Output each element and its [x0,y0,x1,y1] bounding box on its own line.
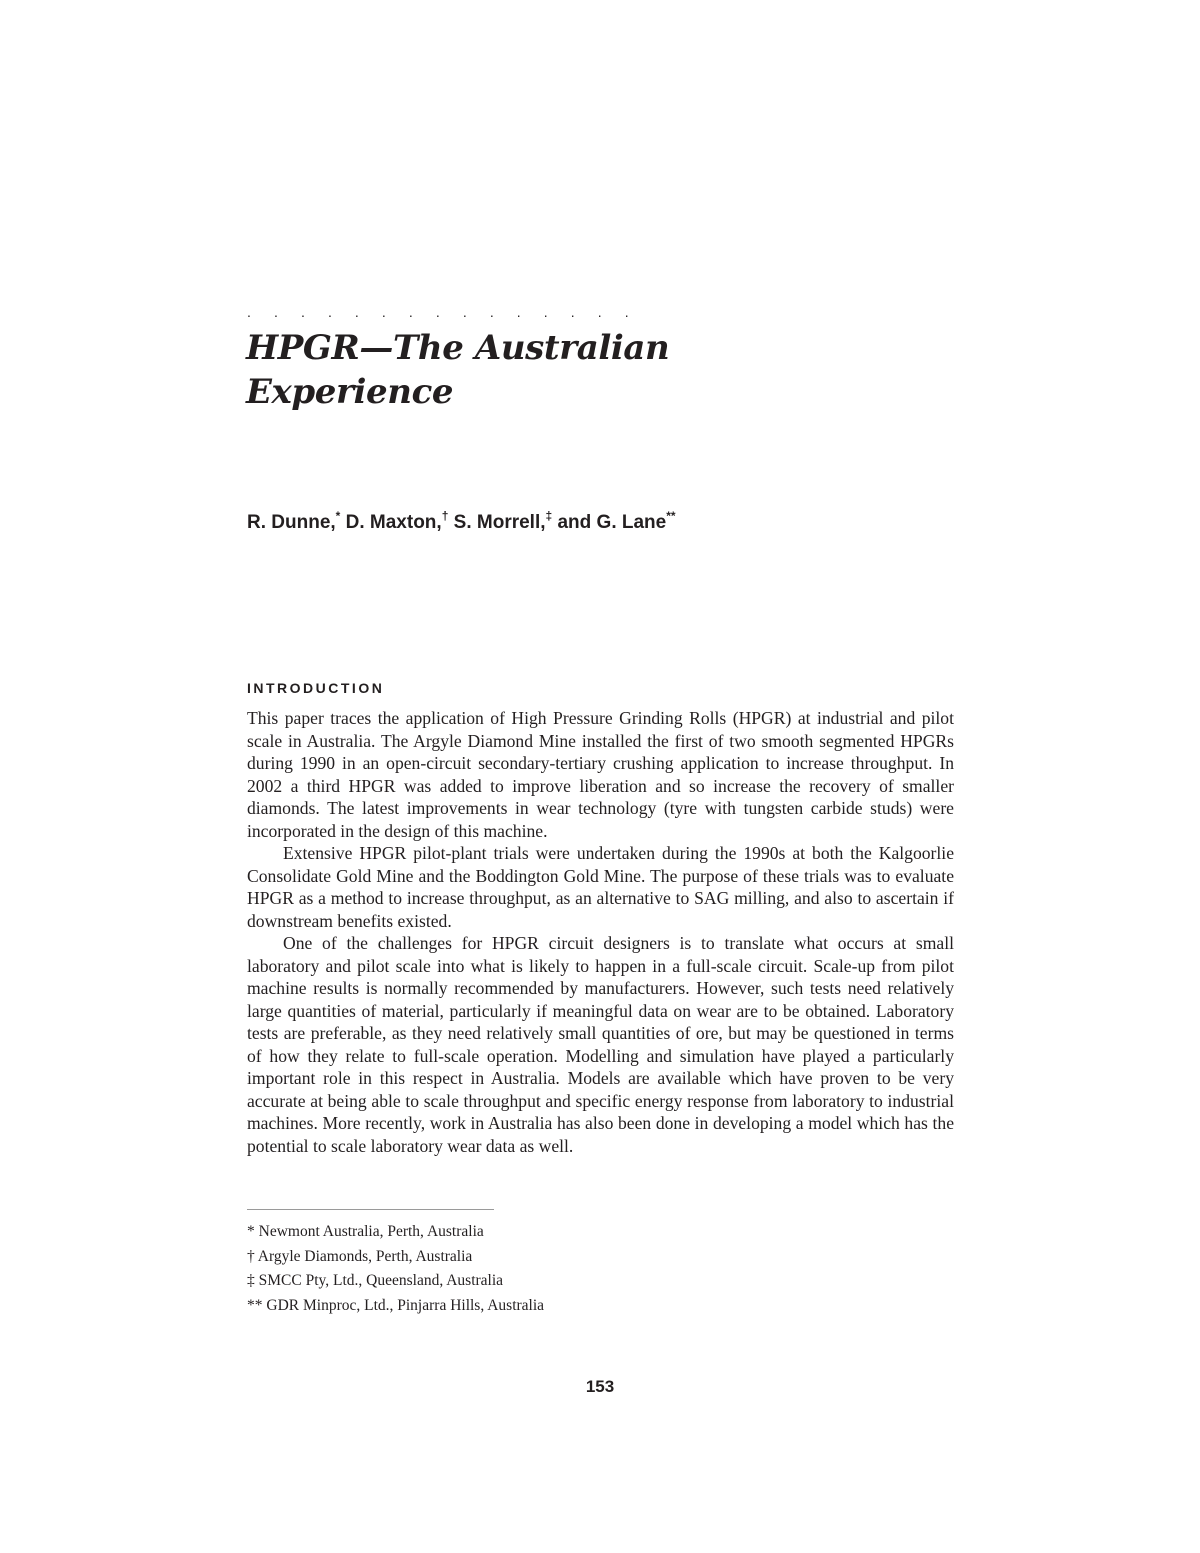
footnote: * Newmont Australia, Perth, Australia [247,1223,484,1240]
footnote: ** GDR Minproc, Ltd., Pinjarra Hills, Australia [247,1296,545,1314]
footnotes [247,1220,544,1318]
author-footnote-mark: ** [666,509,676,523]
author-name: D. Maxton, [345,512,442,533]
author-footnote-mark: * [335,509,341,523]
chapter-title [246,326,846,414]
footnote-divider [247,1209,494,1210]
author-footnote-mark: ‡ [545,509,553,523]
body-paragraph: This paper traces the application of High Pressure Grinding Rolls (HPGR) at industrial and pilot scale in Australia. The Argyle Diamond Mine installed the first of two smooth segmented HPGRs during 1990 in an open-circuit secondary-tertiary crushing application to increase throughput. In 2002 a third HPGR was added to improve liberation and so increase the recovery of smaller diamonds. The latest improvements in wear technology (tyre with tungsten carbide studs) were incorporated in the design of this machine. [247,708,954,841]
footnote: ‡ SMCC Pty, Ltd., Queensland, Australia [247,1272,504,1289]
author-name: S. Morrell, [453,512,546,533]
author-footnote-mark: † [441,509,449,523]
author-name: R. Dunne, [247,512,336,533]
section-heading-introduction: INTRODUCTION [247,680,385,696]
body-paragraph: One of the challenges for HPGR circuit designers is to translate what occurs at small laboratory and pilot scale into what is likely to happen in a full-scale circuit. Scale-up from pilot machine results is normally recommended by manufacturers. However, such tests need relatively large quantities of material, particularly if meaningful data on wear are to be obtained. Laboratory tests are preferable, as they need relatively small quantities of ore, but may be questioned in terms of how they relate to full-scale operation. Modelling and simulation have played a particularly important role in this respect in Australia. Models are available which have proven to be very accurate at being able to scale throughput and specific energy response from laboratory to industrial machines. More recently, work in Australia has also been done in developing a model which has the potential to scale laboratory wear data as well. [247,933,954,1156]
decorative-dot-leader: . . . . . . . . . . . . . . . [247,304,639,320]
chapter-title-line-1: HPGR—The Australian [246,328,670,368]
page-number: 153 [585,1377,615,1396]
body-paragraph: Extensive HPGR pilot-plant trials were undertaken during the 1990s at both the Kalgoorlie Consolidate Gold Mine and the Boddington Gold Mine. The purpose of these trials was to evaluate HPGR as a method to increase throughput, as an alternative to SAG milling, and also to ascertain if downstream benefits existed. [247,843,954,931]
footnote: † Argyle Diamonds, Perth, Australia [247,1247,473,1265]
author-name: and G. Lane [557,512,667,533]
author-list [247,508,676,538]
chapter-title-line-2: Experience [246,372,454,412]
introduction-body [247,707,954,1157]
